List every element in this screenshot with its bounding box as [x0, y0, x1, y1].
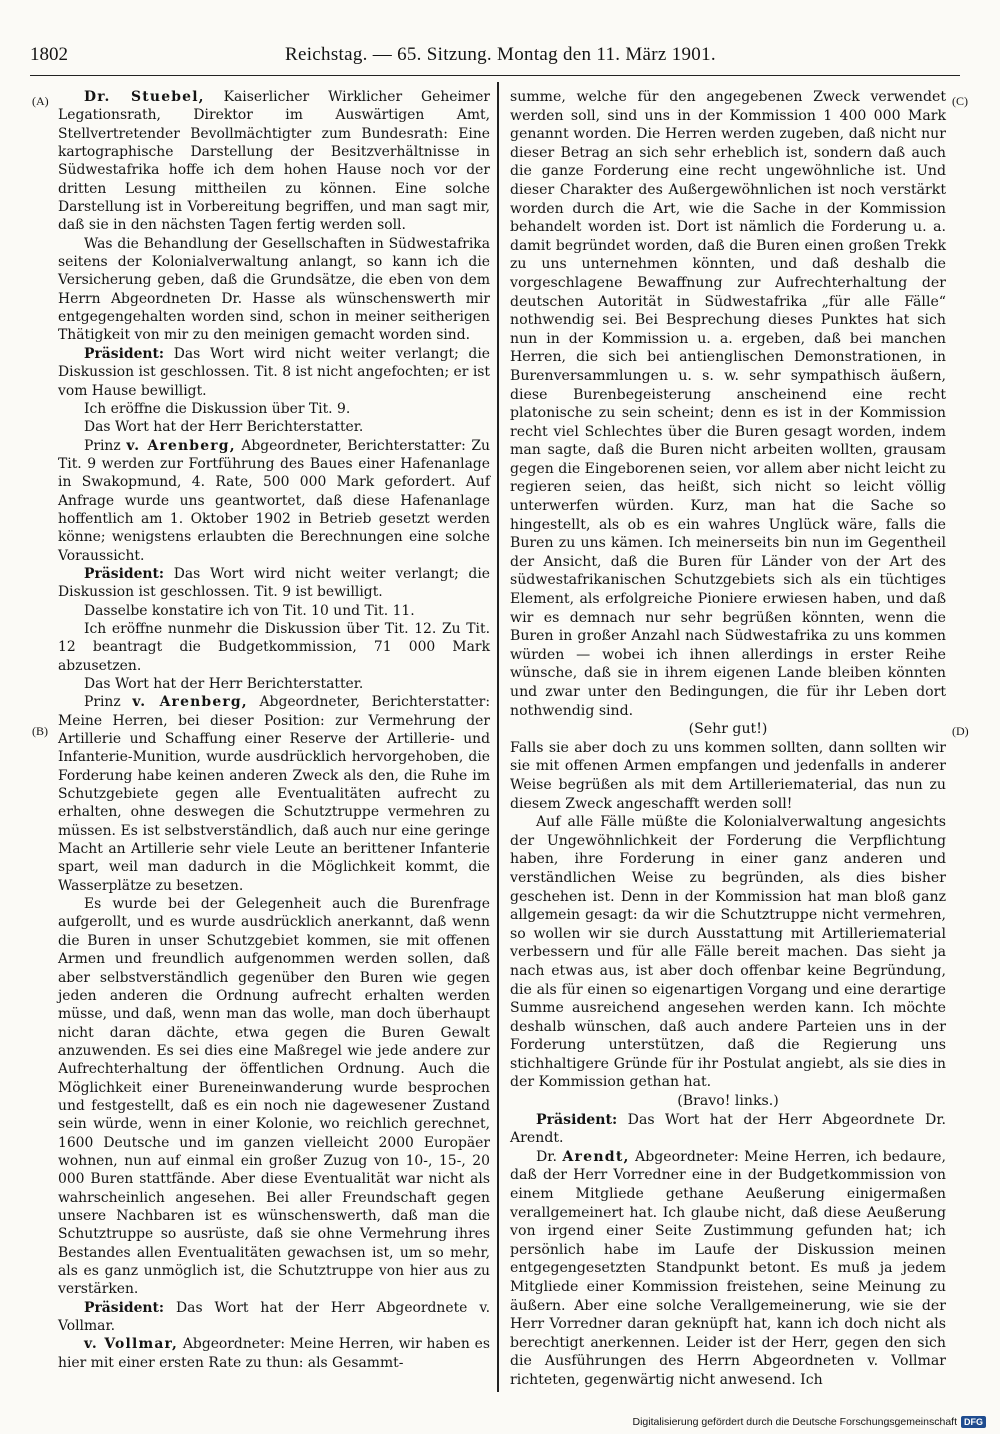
- speaker-name: v. Arenberg,: [132, 694, 248, 711]
- right-column: [510, 88, 946, 1390]
- paragraph: [510, 1148, 946, 1390]
- paragraph: [58, 88, 490, 235]
- paragraph: [58, 565, 490, 602]
- header-rule: [30, 75, 960, 76]
- paragraph-text: Das Wort wird nicht weiter verlangt; die Diskussion ist geschlossen. Tit. 9 ist bewilligt.: [58, 565, 490, 601]
- paragraph: Es wurde bei der Gelegenheit auch die Burenfrage aufgerollt, und es wurde ausdrücklich anerkannt, daß wenn die Buren in unser Schutzgebiet kommen, sie mit offenen Armen und freundlich aufgenommen werden sollen, daß aber selbstverständlich gegenüber den Buren wie gegen jeden anderen die Ordnung aufrecht erhalten werden müsse, und daß, wenn man das wolle, man doch überhaupt nicht daran dächte, etwa gegen die Buren Gewalt anzuwenden. Es sei dies eine Maßregel wie jede andere zur Aufrechterhaltung der öffentlichen Ordnung. Auch die Möglichkeit einer Bureneinwanderung wurde besprochen und festgestellt, daß es ein noch nie dagewesener Zustand sein würde, wenn in einer Kolonie, wo reichlich gerechnet, 1600 Deutsche und im ganzen vielleicht 2000 Europäer wohnen, nun auf einmal ein großer Zuzug von 10-, 15-, 20 000 Buren stattfände. Aber diese Eventualität war nicht als wahrscheinlich angesehen. Bei aller Freundschaft gegen unsere Nachbaren ist es wünschenswerth, daß man die Schutztruppe so ausrüste, daß sie ohne Vermehrung ihres Bestandes allen Eventualitäten gewachsen ist, um so mehr, als es ganz unmöglich ist, die Schutztruppe von hier aus zu verstärken.: [58, 896, 490, 1298]
- paragraph: Das Wort hat der Herr Berichterstatter.: [84, 676, 364, 692]
- footer: [632, 1416, 986, 1428]
- page-header: [30, 38, 960, 70]
- paragraph-text: Kaiserlicher Wirklicher Geheimer Legationsrath, Direktor im Auswärtigen Amt, Stellvertretender Bevollmächtigter zum Bundesrath: Eine kartographische Darstellung der Besitzverhältnisse in Südwestafrika hoffe ich dem hohen Hause noch vor der dritten Lesung mittheilen zu können. Eine solche Darstellung ist in Vorbereitung begriffen, und man sagt mir, daß sie in den nächsten Tagen fertig werden soll.: [58, 89, 490, 234]
- paragraph: Falls sie aber doch zu uns kommen sollten, dann sollten wir sie mit offenen Armen empfangen und jedenfalls in anderer Weise begrüßen als mit dem Artilleriematerial, das nun zu diesem Zweck angeschafft werden soll!: [510, 739, 946, 812]
- interjection: (Bravo! links.): [677, 1093, 779, 1110]
- interjection: (Sehr gut!): [688, 721, 768, 738]
- speaker-name: Präsident:: [84, 1299, 165, 1316]
- paragraph-text: Abgeordneter, Berichterstatter: Meine Herren, bei dieser Position: zur Vermehrung der Artillerie und Schaffung einer Reserve der Artillerie- und Infanterie-Munition, wurde ausdrücklich hervorgehoben, die Forderung habe keinen anderen Zweck als den, die Ruhe im Schutzgebiete gegen alle Eventualitäten aufrecht zu erhalten, ohne deswegen die Schutztruppe vermehren zu müssen. Es ist selbstverständlich, daß auch nur eine geringe Macht an Artillerie sehr viele Leute an berittener Infanterie spart, weil man dadurch in die Möglichkeit kommt, die Wasserplätze zu besetzen.: [58, 694, 491, 894]
- paragraph: Was die Behandlung der Gesellschaften in Südwestafrika seitens der Kolonialverwaltung anlangt, so kann ich die Versicherung geben, daß die Grundsätze, die eben von dem Herrn Abgeordneten Dr. Hasse als wünschenswerth mir entgegengehalten worden sind, schon in meiner seitherigen Thätigkeit von mir zu den meinigen gemacht worden sind.: [58, 235, 490, 344]
- speaker-name: v. Vollmar,: [84, 1336, 179, 1353]
- paragraph-text: Abgeordneter: Meine Herren, ich bedaure, daß der Herr Vorredner eine in der Budgetkommission von einem Mitgliede gethane Aeußerung einigermaßen verallgemeinert hat. Ich glaube nicht, daß diese Aeußerung von irgend einer Seite Zustimmung gefunden hat; ich persönlich habe im Laufe der Diskussion meinen entgegengesetzten Standpunkt betont. Es muß ja jedem Mitgliede einer Kommission freistehen, seine Meinung zu äußern. Aber eine solche Verallgemeinerung, wie sie der Herr Vorredner daran geknüpft hat, kann ich doch nicht als berechtigt anerkennen. Leider ist der Herr, gegen den sich die Ausführungen des Herrn Abgeordneten v. Vollmar richteten, gegenwärtig nicht anwesend. Ich: [510, 1148, 947, 1388]
- paragraph-text: Das Wort wird nicht weiter verlangt; die Diskussion ist geschlossen. Tit. 8 ist nicht angefochten; er ist vom Hause bewilligt.: [58, 345, 490, 399]
- paragraph: [58, 1335, 490, 1372]
- paragraph: [58, 693, 490, 895]
- speaker-name: Präsident:: [536, 1111, 618, 1128]
- margin-marker-c: (C): [952, 94, 968, 108]
- paragraph-text: Abgeordneter: Meine Herren, wir haben es hier mit einer ersten Rate zu thun: als Gesammt-: [58, 1336, 490, 1371]
- speaker-name: Präsident:: [84, 565, 165, 582]
- paragraph: Dasselbe konstatire ich von Tit. 10 und Tit. 11.: [84, 602, 415, 619]
- paragraph-text: Das Wort hat der Herr Abgeordnete Dr. Arendt.: [510, 1111, 946, 1147]
- paragraph: [58, 345, 490, 400]
- speaker-name: Arendt,: [562, 1148, 630, 1165]
- margin-marker-d: (D): [952, 724, 969, 738]
- paragraph: Auf alle Fälle müßte die Kolonialverwaltung angesichts der Ungewöhnlichkeit der Forderung die Verpflichtung haben, ihre Forderung in einer ganz anderen und verständlichen Weise zu begründen, als dies bisher geschehen ist. Denn in der Kommission hat man bloß ganz allgemein gesagt: da wir die Schutztruppe nicht vermehren, so wollen wir sie durch Ausstattung mit Artilleriematerial verbessern und für alle Fälle bereit machen. Das sieht ja nach etwas aus, ist aber doch offenbar keine Begründung, die als für einen so eigenartigen Vorgang und eine derartige Summe ausreichend angesehen werden kann. Ich möchte deshalb wünschen, daß auch andere Parteien uns in der Forderung unterstützen, daß die Regierung uns stichhaltigere Gründe für ihr Postulat angiebt, als sie dies in der Kommission gethan hat.: [510, 814, 946, 1091]
- speaker-prefix: Prinz: [84, 694, 133, 711]
- paragraph: Ich eröffne nunmehr die Diskussion über Tit. 12. Zu Tit. 12 beantragt die Budgetkommission, 71 000 Mark abzusetzen.: [58, 620, 490, 674]
- speaker-name: v. Arenberg,: [126, 437, 236, 454]
- running-title: Reichstag. — 65. Sitzung. Montag den 11. März 1901.: [285, 44, 716, 65]
- margin-marker-a: (A): [32, 94, 49, 108]
- paragraph: [510, 1111, 946, 1148]
- page-number: 1802: [30, 44, 68, 65]
- left-column: [58, 88, 490, 1372]
- paragraph-text: Abgeordneter, Berichterstatter: Zu Tit. 9 werden zur Fortführung des Baues einer Hafenanlage in Swakopmund, 4. Rate, 500 000 Mark gefordert. Auf Anfrage wurde uns geantwortet, daß diese Hafenanlage hoffentlich am 1. Oktober 1902 in Betrieb gesetzt werden könne; wenigstens erlaubten die Berechnungen eine solche Voraussicht.: [58, 437, 491, 564]
- paragraph: [58, 1299, 490, 1336]
- speaker-prefix: Prinz: [84, 437, 127, 454]
- dfg-logo: DFG: [961, 1416, 986, 1428]
- paragraph: summe, welche für den angegebenen Zweck verwendet werden soll, sind uns in der Kommission 1 400 000 Mark genannt worden. Die Herren werden zugeben, daß nicht nur dieser Betrag an sich sehr erheblich ist, sondern daß auch die ganze Forderung eine recht ungewöhnliche ist. Und dieser Charakter des Außergewöhnlichen ist noch verstärkt worden durch die Art, wie die Sache in der Kommission behandelt worden ist. Dort ist nämlich die Forderung u. a. damit begründet worden, daß die Buren einen großen Trekk zu uns unternehmen könnten, und daß deshalb die vorgeschlagene Bewaffnung zur Aufrechterhaltung der deutschen Autorität in Südwestafrika „für alle Fälle“ nothwendig sei. Bei Besprechung dieses Punktes hat sich nun in der Kommission u. a. ergeben, daß bei manchen Herren, die sich bei antienglischen Demonstrationen, in Burenversammlungen u. s. w. sehr sympathisch äußern, diese Burenbegeisterung anscheinend eine recht platonische zu sein scheint; denn es ist in der Kommission recht viel Schlechtes über die Buren gesagt worden, indem man sagte, daß die Buren nicht arbeiten wollten, grausam gegen die Eingeborenen seien, vor allem aber nicht leicht zu regieren seien, das heißt, sich nicht so leicht völlig unterwerfen würden. Kurz, man hat die Sache so hingestellt, als ob es ein wahres Unglück wäre, falls die Buren zu uns kämen. Ich meinerseits bin nun im Gegentheil der Ansicht, daß die Buren für Länder von der Art des südwestafrikanischen Schutzgebiets sich als ein tüchtiges Element, als erfolgreiche Pioniere erwiesen haben, und daß wir es demnach nur sehr begrüßen könnten, wenn die Buren in großer Anzahl nach Südwestafrika zu uns kommen würden — wobei ich ihnen allerdings in erster Reihe wünsche, daß sie in ihrem eigenen Lande bleiben könnten und zwar unter den Bedingungen, die für ihr Leben dort nothwendig sind.: [510, 89, 946, 719]
- speaker-name: Präsident:: [84, 345, 165, 362]
- paragraph: Das Wort hat der Herr Berichterstatter.: [84, 419, 364, 436]
- speaker-name: Dr. Stuebel,: [84, 89, 205, 105]
- speaker-prefix: Dr.: [536, 1148, 563, 1165]
- paragraph: [58, 437, 490, 565]
- margin-marker-b: (B): [32, 724, 48, 738]
- column-divider: [497, 82, 499, 1392]
- paragraph: Ich eröffne die Diskussion über Tit. 9.: [84, 400, 351, 417]
- paragraph-text: Das Wort hat der Herr Abgeordnete v. Vollmar.: [58, 1299, 490, 1335]
- footer-text: Digitalisierung gefördert durch die Deutsche Forschungsgemeinschaft: [632, 1416, 957, 1428]
